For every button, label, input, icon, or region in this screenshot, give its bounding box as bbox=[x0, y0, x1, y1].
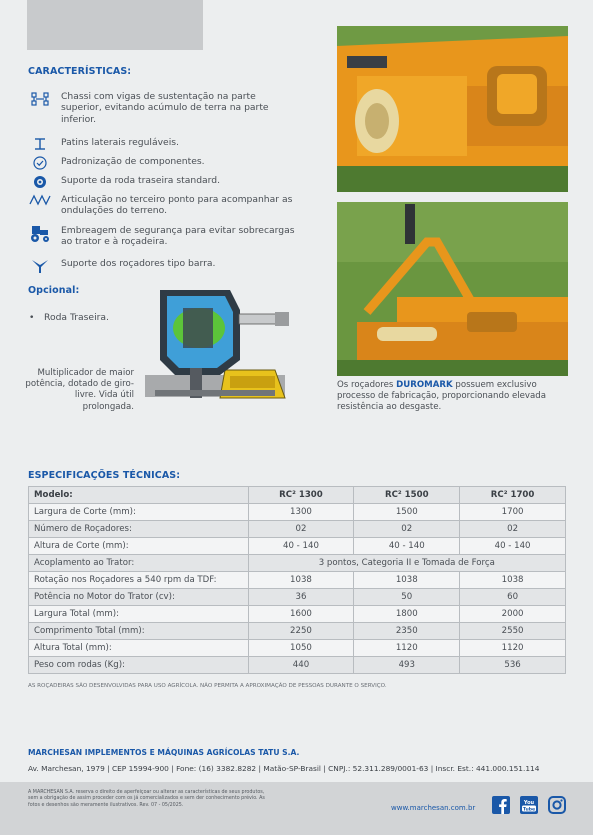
table-cell: 40 - 140 bbox=[460, 538, 566, 555]
check-circle-icon bbox=[28, 156, 52, 170]
table-cell: 1700 bbox=[460, 504, 566, 521]
specs-table bbox=[28, 486, 566, 674]
feature-item bbox=[28, 91, 298, 125]
footer bbox=[0, 782, 593, 835]
table-row bbox=[29, 606, 566, 623]
table-cell: 36 bbox=[248, 589, 354, 606]
table-cell: 440 bbox=[248, 657, 354, 674]
row-label: Potência no Motor do Trator (cv): bbox=[29, 589, 249, 606]
chassis-icon bbox=[28, 91, 52, 105]
feature-text: Chassi com vigas de sustentação na parte superior, evitando acúmulo de terra na parte inferior. bbox=[61, 91, 269, 125]
feature-text: Embreagem de segurança para evitar sobrecargas ao trator e à roçadeira. bbox=[61, 225, 295, 248]
company-name: MARCHESAN IMPLEMENTOS E MÁQUINAS AGRÍCOLAS TATU S.A. bbox=[28, 748, 300, 757]
table-cell: 2000 bbox=[460, 606, 566, 623]
row-label: Largura Total (mm): bbox=[29, 606, 249, 623]
feature-text: Suporte da roda traseira standard. bbox=[61, 175, 221, 186]
table-cell: 40 - 140 bbox=[354, 538, 460, 555]
table-row bbox=[29, 589, 566, 606]
company-address: Av. Marchesan, 1979 | CEP 15994-900 | Fone: (16) 3382.8282 | Matão-SP-Brasil | CNPJ.: 52.311.289/0001-63 | Inscr. Est.: 441.000.151.114 bbox=[28, 764, 540, 773]
legal-notice: A MARCHESAN S.A. reserva o direito de aperfeiçoar ou alterar as características de seus produtos, sem a obrigação de assim proceder com os já comercializados e sem der conhecimento prévio. As fotos e desenhos são meramente ilustrativos. Rev. 07 - 05/2025. bbox=[28, 790, 265, 808]
youtube-text-top: You bbox=[523, 800, 535, 806]
table-header-row bbox=[29, 487, 566, 504]
table-row bbox=[29, 504, 566, 521]
wheel-icon bbox=[28, 175, 52, 189]
website-link[interactable]: www.marchesan.com.br bbox=[391, 804, 476, 812]
feature-item bbox=[28, 258, 298, 272]
table-cell: 40 - 140 bbox=[248, 538, 354, 555]
feature-item bbox=[28, 175, 298, 189]
table-cell: 02 bbox=[248, 521, 354, 538]
table-cell: 1120 bbox=[354, 640, 460, 657]
header-cell: Modelo: bbox=[29, 487, 249, 504]
table-cell: 02 bbox=[354, 521, 460, 538]
wave-icon bbox=[28, 194, 52, 208]
instagram-icon[interactable] bbox=[548, 796, 566, 814]
row-label: Peso com rodas (Kg): bbox=[29, 657, 249, 674]
row-label: Rotação nos Roçadores a 540 rpm da TDF: bbox=[29, 572, 249, 589]
gearbox-caption: Multiplicador de maior potência, dotado de giro-livre. Vida útil prolongada. bbox=[25, 368, 134, 412]
row-label: Altura Total (mm): bbox=[29, 640, 249, 657]
table-cell: 1300 bbox=[248, 504, 354, 521]
feature-text: Articulação no terceiro ponto para acompanhar as ondulações do terreno. bbox=[61, 194, 293, 217]
table-cell: 536 bbox=[460, 657, 566, 674]
table-cell: 2250 bbox=[248, 623, 354, 640]
feature-text: Padronização de componentes. bbox=[61, 156, 205, 167]
row-label: Número de Roçadores: bbox=[29, 521, 249, 538]
table-cell: 1038 bbox=[248, 572, 354, 589]
table-cell: 1120 bbox=[460, 640, 566, 657]
gearbox-illustration bbox=[135, 280, 295, 415]
youtube-text-bottom: Tube bbox=[522, 807, 536, 813]
blade-icon bbox=[28, 258, 52, 272]
table-cell: 1038 bbox=[460, 572, 566, 589]
table-cell: 1050 bbox=[248, 640, 354, 657]
table-cell: 1500 bbox=[354, 504, 460, 521]
brand-name: DUROMARK bbox=[396, 380, 453, 390]
specs-title: ESPECIFICAÇÕES TÉCNICAS: bbox=[28, 470, 181, 481]
table-row bbox=[29, 657, 566, 674]
photo-caption: Os roçadores DUROMARK possuem exclusivo processo de fabricação, proporcionando elevada resistência ao desgaste. bbox=[337, 380, 546, 413]
youtube-icon[interactable] bbox=[520, 796, 538, 814]
feature-item bbox=[28, 156, 298, 170]
optional-title: Opcional: bbox=[28, 285, 80, 296]
feature-text: Suporte dos roçadores tipo barra. bbox=[61, 258, 216, 269]
table-cell: 2550 bbox=[460, 623, 566, 640]
row-label: Acoplamento ao Trator: bbox=[29, 555, 249, 572]
machine-photo-top bbox=[337, 26, 568, 192]
table-cell: 50 bbox=[354, 589, 460, 606]
table-cell: 60 bbox=[460, 589, 566, 606]
row-label: Altura de Corte (mm): bbox=[29, 538, 249, 555]
feature-item bbox=[28, 137, 298, 151]
table-cell: 1038 bbox=[354, 572, 460, 589]
machine-photo-bottom bbox=[337, 202, 568, 376]
feature-text: Patins laterais reguláveis. bbox=[61, 137, 179, 148]
bullet: • bbox=[29, 312, 35, 323]
feature-item bbox=[28, 225, 298, 248]
facebook-icon[interactable] bbox=[492, 796, 510, 814]
table-cell: 2350 bbox=[354, 623, 460, 640]
feature-item bbox=[28, 194, 298, 217]
table-cell: 1600 bbox=[248, 606, 354, 623]
table-cell: 1800 bbox=[354, 606, 460, 623]
table-row bbox=[29, 572, 566, 589]
skid-icon bbox=[28, 137, 52, 151]
row-label: Largura de Corte (mm): bbox=[29, 504, 249, 521]
header-cell: RC² 1500 bbox=[354, 487, 460, 504]
table-row bbox=[29, 521, 566, 538]
table-row bbox=[29, 623, 566, 640]
tractor-icon bbox=[28, 225, 52, 239]
table-cell: 02 bbox=[460, 521, 566, 538]
characteristics-title: CARACTERÍSTICAS: bbox=[28, 66, 132, 77]
safety-disclaimer: AS ROÇADEIRAS SÃO DESENVOLVIDAS PARA USO AGRÍCOLA. NÃO PERMITA A APROXIMAÇÃO DE PESSOAS DURANTE O SERVIÇO. bbox=[28, 683, 387, 689]
optional-item: • Roda Traseira. bbox=[29, 312, 109, 323]
header-cell: RC² 1700 bbox=[460, 487, 566, 504]
header-tab bbox=[27, 0, 203, 50]
table-cell: 493 bbox=[354, 657, 460, 674]
table-row bbox=[29, 640, 566, 657]
table-cell-merged: 3 pontos, Categoria II e Tomada de Força bbox=[248, 555, 565, 572]
row-label: Comprimento Total (mm): bbox=[29, 623, 249, 640]
header-cell: RC² 1300 bbox=[248, 487, 354, 504]
table-row bbox=[29, 538, 566, 555]
table-row bbox=[29, 555, 566, 572]
